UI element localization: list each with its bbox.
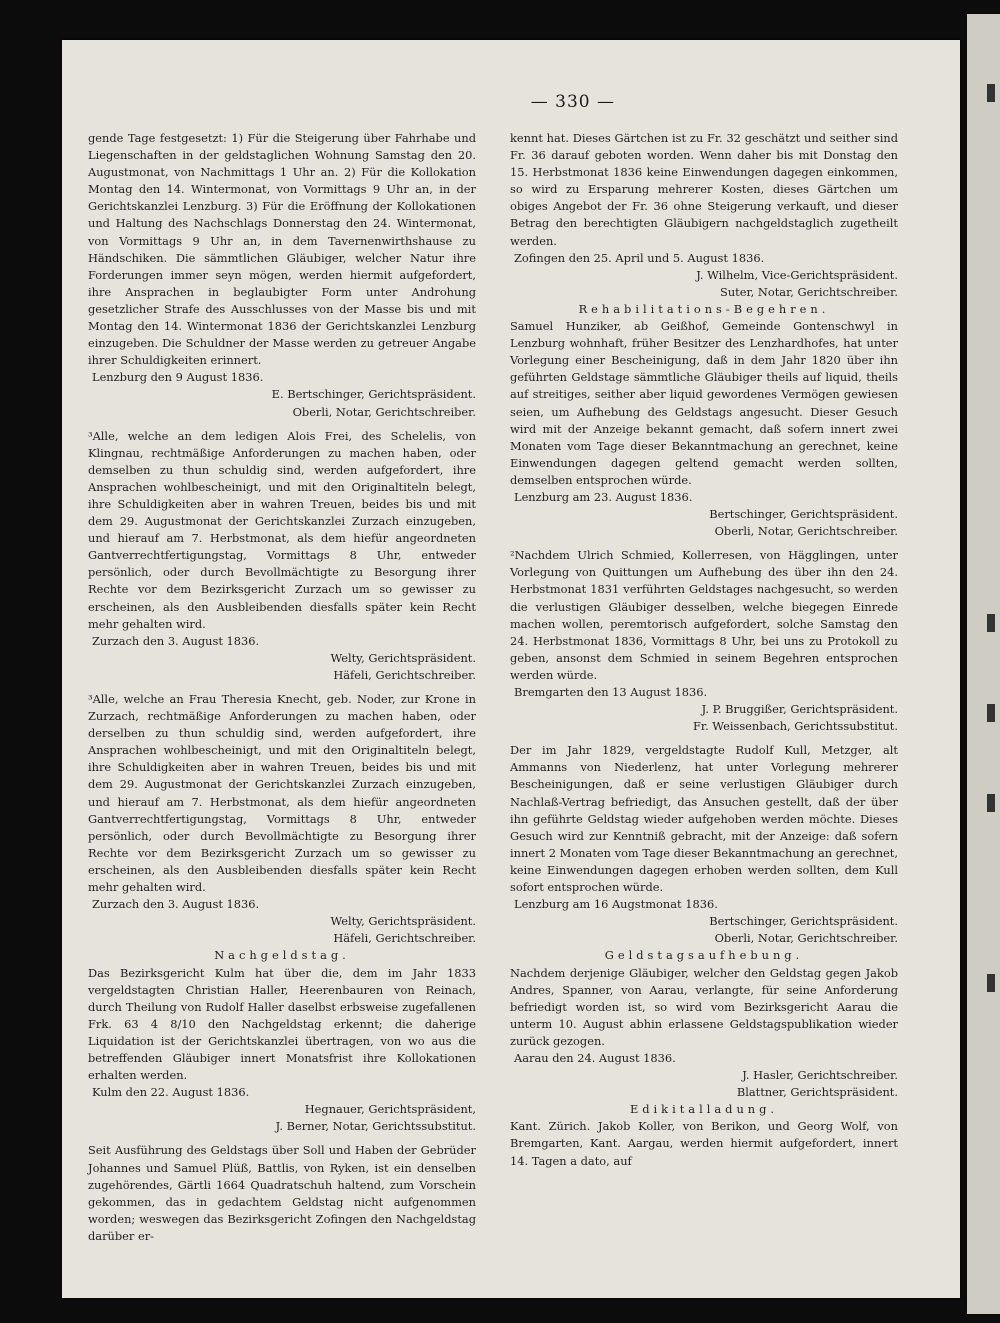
notice-date: Lenzburg den 9 August 1836.	[92, 370, 264, 385]
right-column	[510, 130, 898, 1170]
signature-line: Fr. Weissenbach, Gerichtssubstitut.	[692, 719, 898, 734]
newspaper-page	[62, 40, 960, 1298]
notice-date: Aarau den 24. August 1836.	[514, 1050, 676, 1065]
signature-line: Oberli, Notar, Gerichtschreiber.	[714, 524, 898, 539]
signature-line: Häfeli, Gerichtschreiber.	[333, 667, 476, 682]
signature-line: Welty, Gerichtspräsident.	[330, 914, 476, 929]
signature-line: J. P. Bruggißer, Gerichtspräsident.	[701, 702, 898, 717]
signature-line: Welty, Gerichtspräsident.	[330, 650, 476, 665]
notice-date: Bremgarten den 13 August 1836.	[514, 685, 708, 699]
notice-date: Kulm den 22. August 1836.	[92, 1085, 250, 1100]
page-header	[62, 92, 960, 112]
section-heading: Edikitalladung.	[629, 1102, 779, 1117]
signature-line: Bertschinger, Gerichtspräsident.	[709, 914, 898, 929]
signature-line: Oberli, Notar, Gerichtschreiber.	[292, 404, 476, 419]
signature-line: Blattner, Gerichtspräsident.	[736, 1085, 898, 1100]
notice-paragraph: ²Nachdem Ulrich Schmied, Kollerresen, von Hägglingen, unter Vorlegung von Quittungen um Aufhebung des über ihn den 24. Herbstmonat 1831 verführten Geldstages nachgesucht, so werden die verlustigen Gläubiger desselben, welche biegegen Einrede machen wollen, peremtorisch aufgefordert, solche Samstag den 24. Herbstmonat 1836, Vormittags 8 Uhr, bei uns zu Protokoll zu geben, ansonst dem Schmied in seinem Begehren entsprochen werden würde.	[510, 548, 898, 682]
notice-paragraph: Seit Ausführung des Geldstags über Soll und Haben der Gebrüder Johannes und Samuel Plüß, Battlis, von Ryken, ist ein denselben zugehörendes, Gärtli 1664 Quadratschuh haltend, zum Vorschein gekommen, das in gedachtem Geldstag nicht aufgenommen worden; weswegen das Bezirksgericht Zofingen den Nachgeldstag darüber er-	[88, 1143, 476, 1243]
signature-line: J. Wilhelm, Vice-Gerichtspräsident.	[696, 267, 898, 282]
edge-mark	[987, 704, 995, 722]
signature-line: Bertschinger, Gerichtspräsident.	[709, 507, 898, 522]
signature-line: J. Berner, Notar, Gerichtssubstitut.	[275, 1119, 476, 1134]
edge-mark	[987, 84, 995, 102]
page-number: — 330 —	[530, 92, 615, 112]
notice-date: Zofingen den 25. April und 5. August 1836.	[514, 250, 765, 265]
notice-date: Lenzburg am 23. August 1836.	[514, 489, 693, 504]
notice-date: Zurzach den 3. August 1836.	[92, 897, 260, 912]
left-column	[88, 130, 476, 1245]
edge-mark	[987, 974, 995, 992]
signature-line: Oberli, Notar, Gerichtschreiber.	[714, 931, 898, 946]
notice-paragraph: Nachdem derjenige Gläubiger, welcher den Geldstag gegen Jakob Andres, Spanner, von Aarau, verlangte, für seine Anforderung befriedigt worden ist, so wird vom Bezirksgericht Aarau die unterm 10. August abhin erlassene Geldstagspublikation wieder zurück gezogen.	[510, 965, 898, 1048]
notice-paragraph: Das Bezirksgericht Kulm hat über die, dem im Jahr 1833 vergeldstagten Christian Haller, Heerenbauren von Reinach, durch Theilung von Rudolf Haller daselbst erbsweise zugefallenen Frk. 63 4 8/10 den Nachgeldstag erkennt; die daherige Liquidation ist der Gerichtskanzlei übertragen, von wo aus die betreffenden Gläubiger innert Monatsfrist ihre Kollokationen erhalten werden.	[88, 965, 476, 1083]
notice-paragraph: ³Alle, welche an Frau Theresia Knecht, geb. Noder, zur Krone in Zurzach, rechtmäßige Anforderungen zu machen haben, oder derselben zu thun schuldig sind, werden aufgefordert, ihre Ansprachen wohlbescheinigt, und mit den Originaltiteln belegt, ihre Schuldigkeiten aber in wahren Treuen, beides bis und mit dem 29. Augustmonat der Gerichtskanzlei Zurzach einzugeben, und hierauf am 7. Herbstmonat, als dem hiefür angeordneten Gantverrechtfertigungstag, Vormittags 8 Uhr, entweder persönlich, oder durch Bevollmächtigte zu Besorgung ihrer Rechte vor dem Bezirksgericht Zurzach um so gewisser zu erscheinen, als den Ausbleibenden diesfalls später kein Recht mehr gehalten wird.	[88, 692, 476, 895]
section-heading: Nachgeldstag.	[214, 948, 350, 963]
notice-date: Lenzburg am 16 Augstmonat 1836.	[514, 897, 718, 912]
edge-mark	[987, 614, 995, 632]
section-heading: Geldstagsaufhebung.	[604, 948, 804, 963]
edge-mark	[987, 794, 995, 812]
signature-line: Hegnauer, Gerichtspräsident,	[304, 1102, 476, 1117]
notice-date: Zurzach den 3. August 1836.	[92, 633, 260, 648]
notice-paragraph: kennt hat. Dieses Gärtchen ist zu Fr. 32 geschätzt und seither sind Fr. 36 darauf geboten worden. Wenn daher bis mit Donstag den 15. Herbstmonat 1836 keine Einwendungen dagegen einkommen, so wird zu Ersparung mehrerer Kosten, dieses Gärtchen um obiges Angebot der Fr. 36 ohne Steigerung verkauft, und dieser Betrag den berechtigten Gläubigern nachgeldstaglich zugetheilt werden.	[510, 131, 898, 248]
signature-line: Suter, Notar, Gerichtschreiber.	[720, 284, 898, 299]
notice-paragraph: Kant. Zürich. Jakob Koller, von Berikon, und Georg Wolf, von Bremgarten, Kant. Aargau, werden hiermit aufgefordert, innert 14. Tagen a dato, auf	[510, 1119, 898, 1168]
signature-line: Häfeli, Gerichtschreiber.	[333, 931, 476, 946]
signature-line: E. Bertschinger, Gerichtspräsident.	[271, 387, 476, 402]
notice-paragraph: Der im Jahr 1829, vergeldstagte Rudolf Kull, Metzger, alt Ammanns von Niederlenz, hat unter Vorlegung mehrerer Bescheinigungen, daß er seine verlustigen Gläubiger durch Nachlaß-Vertrag befriedigt, das Ansuchen gestellt, daß der über ihn geführte Geldstag wieder aufgehoben werden möchte. Dieses Gesuch wird zur Kenntniß gebracht, mit der Anzeige: daß sofern innert 2 Monaten vom Tage dieser Bekanntmachung an gerechnet, keine Einwendungen dagegen erhoben werden sollten, dem Kull sofort entsprochen würde.	[510, 743, 898, 895]
notice-paragraph: ³Alle, welche an dem ledigen Alois Frei, des Schelelis, von Klingnau, rechtmäßige Anforderungen zu machen haben, oder demselben zu thun schuldig sind, werden aufgefordert, ihre Ansprachen wohlbescheinigt, und mit den Originaltiteln belegt, ihre Schuldigkeiten aber in wahren Treuen, beides bis und mit dem 29. Augustmonat der Gerichtskanzlei Zurzach einzugeben, und hierauf am 7. Herbstmonat, als dem hiefür angeordneten Gantverrechtfertigungstag, Vormittags 8 Uhr, entweder persönlich, oder durch Bevollmächtigte zu Besorgung ihrer Rechte vor dem Bezirksgericht Zurzach um so gewisser zu erscheinen, als den Ausbleibenden diesfalls später kein Recht mehr gehalten wird.	[88, 428, 476, 631]
signature-line: J. Hasler, Gerichtschreiber.	[742, 1068, 898, 1083]
notice-paragraph: gende Tage festgesetzt: 1) Für die Steigerung über Fahrhabe und Liegenschaften in der geldstaglichen Wohnung Samstag den 20. Augustmonat, von Nachmittags 1 Uhr an. 2) Für die Kollokation Montag den 14. Wintermonat, von Vormittags 9 Uhr an, in der Gerichtskanzlei Lenzburg. 3) Für die Eröffnung der Kollokationen und Haltung des Nachschlags Donnerstag den 24. Wintermonat, von Vormittags 9 Uhr an, in dem Tavernenwirthshause zu Händschiken. Die sämmtlichen Gläubiger, welcher Natur ihre Forderungen immer seyn mögen, werden hiermit aufgefordert, ihre Ansprachen in beglaubigter Form unter Androhung gesetzlicher Strafe des Ausschlusses von der Masse bis und mit Montag den 14. Wintermonat 1836 der Gerichtskanzlei Lenzburg einzugeben. Die Schuldner der Masse werden zu getreuer Angabe ihrer Schuldigkeiten erinnert.	[88, 131, 476, 368]
notice-paragraph: Samuel Hunziker, ab Geißhof, Gemeinde Gontenschwyl in Lenzburg wohnhaft, früher Besitzer des Lenzhardhofes, hat unter Vorlegung einer Bescheinigung, daß in dem Jahr 1820 über ihn geführten Geldstage sämmtliche Gläubiger theils auf liquid, theils auf streitiges, seither aber liquid gewordenes Vermögen gewiesen seien, um Aufhebung des Geldstags angesucht. Dieser Gesuch wird mit der Anzeige bekannt gemacht, daß sofern innert zwei Monaten vom Tage dieser Bekanntmachung an gerechnet, keine Einwendungen dagegen geltend gemacht werden sollten, demselben entsprochen würde.	[510, 319, 898, 487]
adjacent-page-edge	[967, 14, 1000, 1314]
section-heading: Rehabilitations-Begehren.	[578, 301, 830, 316]
